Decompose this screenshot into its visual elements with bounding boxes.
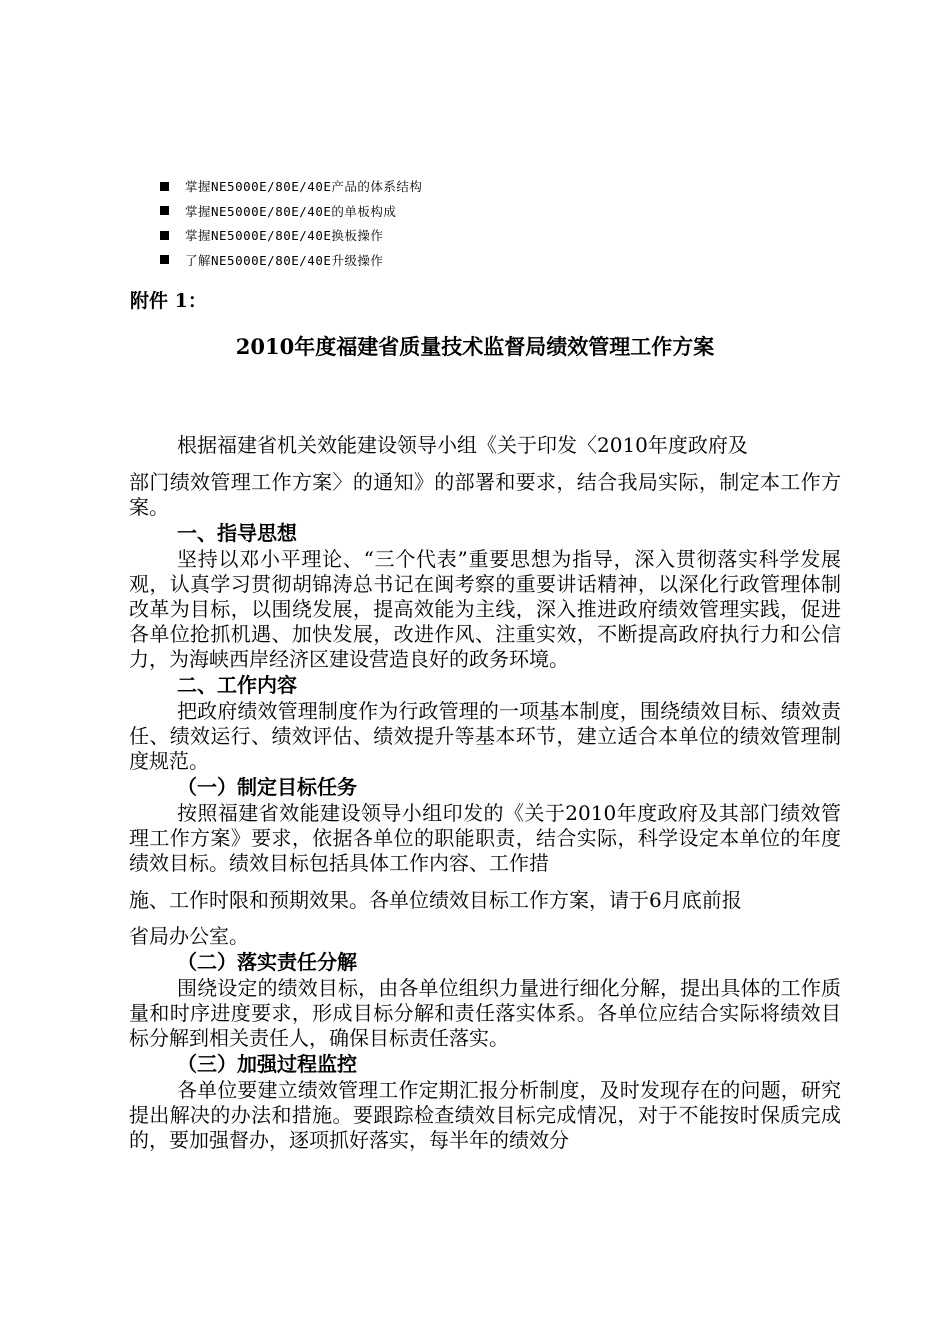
list-item: 掌握NE5000E/80E/40E产品的体系结构	[160, 174, 422, 199]
paragraph: 围绕设定的绩效目标，由各单位组织力量进行细化分解，提出具体的工作质量和时序进度要求，形成目标分解和责任落实体系。各单位应结合实际将绩效目标分解到相关责任人，确保目标责任落实。	[129, 976, 841, 1050]
list-item: 了解NE5000E/80E/40E升级操作	[160, 248, 422, 273]
objective-list	[160, 174, 422, 272]
subsection-heading: （二）落实责任分解	[177, 950, 357, 974]
subsection-heading: （三）加强过程监控	[177, 1052, 357, 1076]
square-bullet-icon	[160, 255, 169, 264]
square-bullet-icon	[160, 206, 169, 215]
section-heading: 一、指导思想	[177, 521, 297, 545]
square-bullet-icon	[160, 182, 169, 191]
intro-line-2: 部门绩效管理工作方案〉的通知》的部署和要求，结合我局实际，制定本工作方案。	[129, 470, 841, 519]
attachment-label: 附件 1：	[130, 290, 207, 312]
paragraph: 把政府绩效管理制度作为行政管理的一项基本制度，围绕绩效目标、绩效责任、绩效运行、绩效评估、绩效提升等基本环节，建立适合本单位的绩效管理制度规范。	[129, 699, 841, 773]
intro-line-1: 根据福建省机关效能建设领导小组《关于印发〈2010年度政府及	[177, 433, 748, 457]
list-item: 掌握NE5000E/80E/40E的单板构成	[160, 199, 422, 224]
paragraph-continued: 施、工作时限和预期效果。各单位绩效目标工作方案，请于6月底前报	[129, 888, 742, 912]
subsection-heading: （一）制定目标任务	[177, 775, 357, 799]
paragraph: 各单位要建立绩效管理工作定期汇报分析制度，及时发现存在的问题，研究提出解决的办法和措施。要跟踪检查绩效目标完成情况，对于不能按时保质完成的，要加强督办，逐项抓好落实，每半年的绩效分	[129, 1078, 841, 1152]
list-item: 掌握NE5000E/80E/40E换板操作	[160, 223, 422, 248]
paragraph-continued: 省局办公室。	[129, 924, 249, 948]
document-body	[129, 430, 841, 1153]
square-bullet-icon	[160, 231, 169, 240]
paragraph: 按照福建省效能建设领导小组印发的《关于2010年度政府及其部门绩效管理工作方案》要求，依据各单位的职能职责，结合实际，科学设定本单位的年度绩效目标。绩效目标包括具体工作内容、工作措	[129, 801, 841, 875]
document-title: 2010年度福建省质量技术监督局绩效管理工作方案	[235, 334, 715, 359]
paragraph: 坚持以邓小平理论、“三个代表”重要思想为指导，深入贯彻落实科学发展观，认真学习贯彻胡锦涛总书记在闽考察的重要讲话精神，以深化行政管理体制改革为目标，以围绕发展，提高效能为主线，深入推进政府绩效管理实践，促进各单位抢抓机遇、加快发展，改进作风、注重实效，不断提高政府执行力和公信力，为海峡西岸经济区建设营造良好的政务环境。	[129, 547, 841, 671]
section-heading: 二、工作内容	[177, 673, 297, 697]
